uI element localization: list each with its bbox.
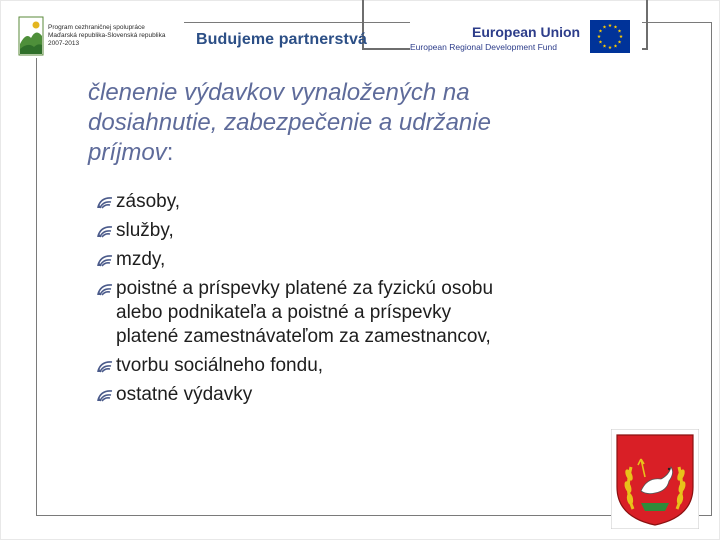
list-item [96, 190, 616, 214]
program-text [48, 24, 165, 48]
list-item-text: alebo podnikateľa a poistné a príspevky [116, 302, 452, 323]
list-item-text: tvorbu sociálneho fondu, [116, 355, 324, 376]
heading-line: dosiahnutie, zabezpečenie a udržanie [88, 109, 491, 136]
list-item-text: poistné a príspevky platené za fyzickú osobu [116, 278, 494, 299]
wave-bullet-icon [96, 253, 114, 267]
hills-logo-icon [18, 16, 44, 56]
program-line: Program cezhraničnej spolupráce [48, 24, 145, 31]
wave-bullet-icon [96, 388, 114, 402]
list-item-text: zásoby, [116, 191, 181, 212]
heading-colon: : [166, 139, 174, 166]
list-item [96, 383, 616, 407]
eu-title: European Union [472, 24, 581, 40]
wave-bullet-icon [96, 195, 114, 209]
heading-line: členenie výdavkov vynaložených na [88, 79, 470, 106]
eu-subtitle: European Regional Development Fund [410, 42, 557, 52]
list-item-text: ostatné výdavky [116, 384, 253, 405]
list-item [96, 248, 616, 272]
slogan: Budujeme partnerstvá [196, 31, 367, 48]
list-item-text: mzdy, [116, 249, 166, 270]
list-item-text: platené zamestnávateľom za zamestnancov, [116, 326, 491, 347]
heading-line: príjmov [88, 139, 167, 166]
bullet-list [96, 190, 616, 412]
coat-of-arms-icon [611, 429, 699, 529]
slide-heading [88, 78, 608, 168]
wave-bullet-icon [96, 359, 114, 373]
list-item [96, 354, 616, 378]
program-line: Maďarská republika-Slovenská republika [48, 32, 166, 39]
eu-flag-icon [590, 20, 630, 53]
eu-logo [410, 18, 642, 56]
list-item-text: služby, [116, 220, 174, 241]
program-line: 2007-2013 [48, 40, 80, 47]
program-logo [18, 14, 184, 58]
wave-bullet-icon [96, 224, 114, 238]
list-item [96, 219, 616, 243]
wave-bullet-icon [96, 282, 114, 296]
list-item [96, 277, 616, 349]
